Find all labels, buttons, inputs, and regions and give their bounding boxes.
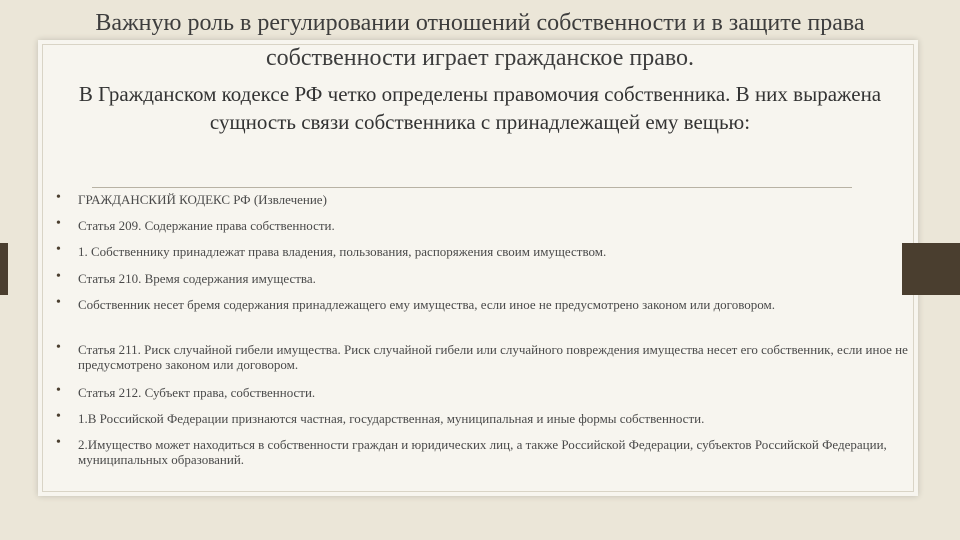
bullet-icon: •	[56, 383, 61, 398]
list-item-text: 2.Имущество может находиться в собственности граждан и юридических лиц, а также Российской Федерации, субъектов Российской Федерации, муниципальных образований.	[78, 437, 887, 467]
list-item-text: Статья 211. Риск случайной гибели имущества. Риск случайной гибели или случайного повреждения имущества несет его собственник, если иное не предусмотрено законом или договором.	[78, 342, 908, 372]
list-item	[56, 437, 916, 467]
list-item	[56, 411, 916, 426]
bullet-icon: •	[56, 216, 61, 231]
bullet-icon: •	[56, 190, 61, 205]
list-item	[56, 271, 916, 286]
bullet-icon: •	[56, 409, 61, 424]
list-item	[56, 297, 916, 312]
bullet-icon: •	[56, 435, 61, 450]
list-item-text: 1. Собственнику принадлежат права владения, пользования, распоряжения своим имуществом.	[78, 244, 607, 259]
left-accent-tab	[0, 243, 8, 295]
list-item	[56, 192, 916, 207]
list-item-text: ГРАЖДАНСКИЙ КОДЕКС РФ (Извлечение)	[78, 192, 327, 207]
bullet-icon: •	[56, 242, 61, 257]
list-item-text: Собственник несет бремя содержания принадлежащего ему имущества, если иное не предусмотрено законом или договором.	[78, 297, 775, 312]
list-item	[56, 342, 916, 372]
list-item	[56, 218, 916, 233]
list-item-text: 1.В Российской Федерации признаются частная, государственная, муниципальная и иные формы собственности.	[78, 411, 705, 426]
list-item-text: Статья 209. Содержание права собственности.	[78, 218, 335, 233]
bullet-icon: •	[56, 340, 61, 355]
slide-subtitle: В Гражданском кодексе РФ четко определены правомочия собственника. В них выражена сущность связи собственника с принадлежащей ему вещью:	[78, 82, 882, 134]
bullet-icon: •	[56, 295, 61, 310]
slide-title: Важную роль в регулировании отношений собственности и в защите права собственности играет гражданское право.	[95, 10, 865, 71]
list-item	[56, 244, 916, 259]
bullet-icon: •	[56, 269, 61, 284]
divider	[92, 187, 852, 188]
list-item-text: Статья 210. Время содержания имущества.	[78, 271, 316, 286]
list-item-text: Статья 212. Субъект права, собственности.	[78, 385, 316, 400]
list-item	[56, 385, 916, 400]
